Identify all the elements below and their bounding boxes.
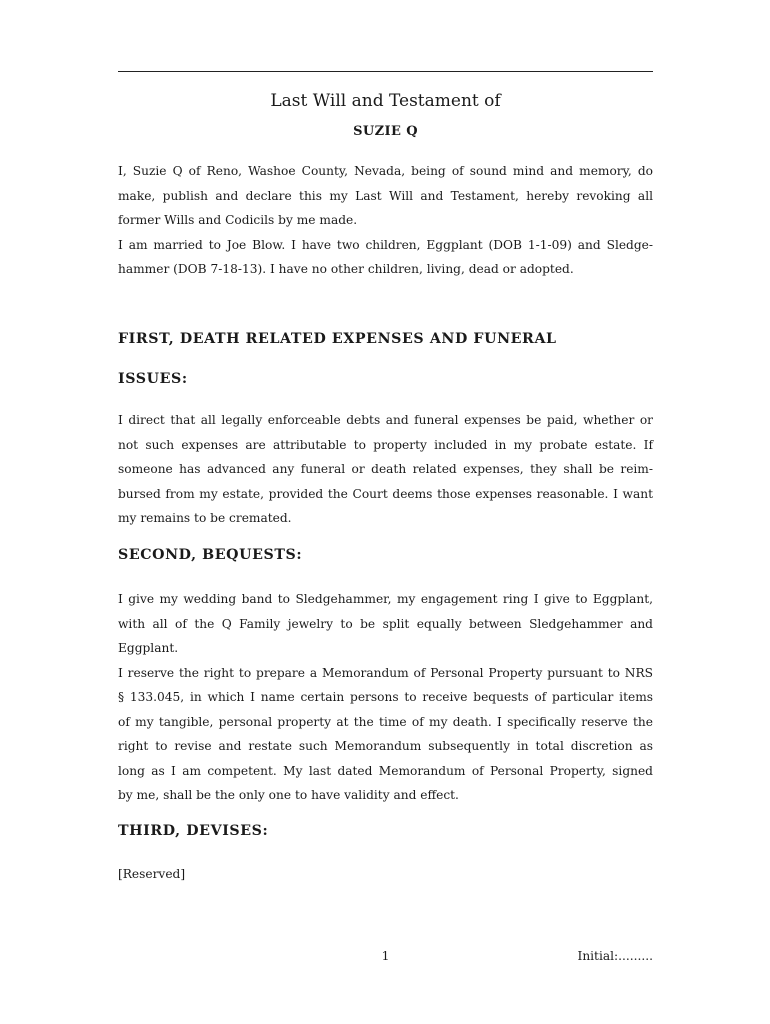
body-line: I direct that all legally enforceable debts and funeral expenses be paid, whether or (118, 413, 653, 427)
body-line: Eggplant. (118, 641, 179, 655)
section-first-heading: FIRST, DEATH RELATED EXPENSES AND FUNERAL (118, 331, 557, 347)
body-line: I give my wedding band to Sledgehammer, my engagement ring I give to Eggplant, (118, 592, 653, 606)
intro-line: make, publish and declare this my Last Will and Testament, hereby revoking all (118, 188, 653, 203)
intro-line: I, Suzie Q of Reno, Washoe County, Nevada, being of sound mind and memory, do (118, 164, 653, 178)
intro-paragraph (118, 159, 653, 282)
testator-name: SUZIE Q (353, 124, 418, 139)
page-number: 1 (381, 949, 390, 963)
section-first-heading-cont: ISSUES: (118, 371, 188, 387)
body-line: of my tangible, personal property at the time of my death. I specifically reserve the (118, 714, 653, 729)
body-line: with all of the Q Family jewelry to be split equally between Sledgehammer and (118, 616, 653, 631)
intro-line: I am married to Joe Blow. I have two children, Eggplant (DOB 1-1-09) and Sledge- (118, 237, 653, 252)
section-first-body (118, 408, 653, 531)
body-line: not such expenses are attributable to property included in my probate estate. If (118, 437, 653, 452)
section-third-heading: THIRD, DEVISES: (118, 823, 269, 839)
section-third-body (118, 862, 653, 887)
document-title: Last Will and Testament of (270, 91, 501, 111)
initial-field: Initial:......... (577, 949, 653, 963)
intro-line: hammer (DOB 7-18-13). I have no other children, living, dead or adopted. (118, 262, 574, 276)
body-line: someone has advanced any funeral or death related expenses, they shall be reim- (118, 462, 653, 476)
document-page (118, 0, 653, 1024)
body-line: I reserve the right to prepare a Memorandum of Personal Property pursuant to NRS (118, 665, 653, 680)
section-second-body (118, 587, 653, 808)
body-line: long as I am competent. My last dated Memorandum of Personal Property, signed (118, 763, 653, 778)
body-line: right to revise and restate such Memorandum subsequently in total discretion as (118, 739, 653, 753)
body-line: bursed from my estate, provided the Court deems those expenses reasonable. I want (118, 486, 653, 501)
body-line: my remains to be cremated. (118, 511, 292, 525)
section-second-heading: SECOND, BEQUESTS: (118, 547, 303, 563)
body-line: [Reserved] (118, 867, 186, 881)
body-line: by me, shall be the only one to have validity and effect. (118, 788, 459, 802)
top-rule (118, 71, 653, 72)
intro-line: former Wills and Codicils by me made. (118, 213, 358, 227)
body-line: § 133.045, in which I name certain persons to receive bequests of particular items (118, 690, 653, 704)
